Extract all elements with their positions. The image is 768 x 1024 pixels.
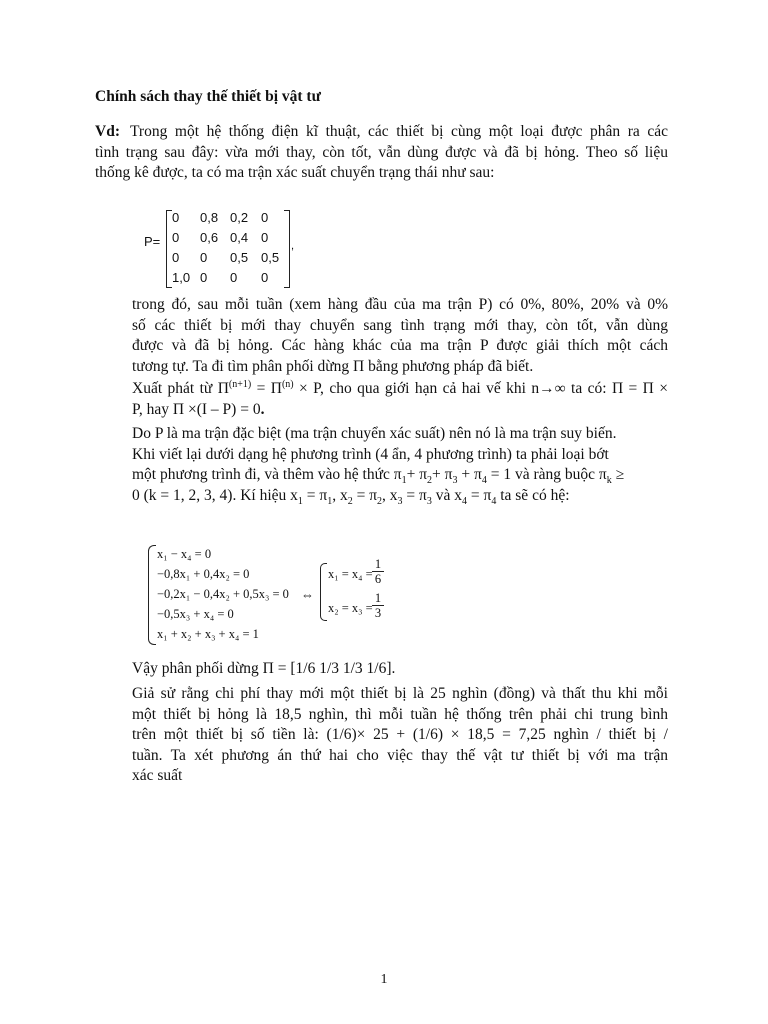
matrix-cell: 0,5	[261, 250, 280, 265]
text-line: Giả sử rằng chi phí thay mới một thiết bị là 25 nghìn (đồng) và thất thu khi mỗi	[132, 685, 668, 702]
matrix-cell: 1,0	[172, 270, 191, 285]
equation-line: −0,8x₁ + 0,4x₂ = 0	[157, 567, 250, 581]
text-line: Do P là ma trận đặc biệt (ma trận chuyển xác suất) nên nó là ma trận suy biến.	[132, 425, 617, 442]
fraction-one-third: $\frac{1}{3}$	[372, 591, 384, 620]
matrix-cell: 0,6	[200, 230, 219, 245]
matrix-cell: 0	[172, 210, 180, 225]
text-run: × P, cho qua giới hạn cả hai vế khi n→∞ ta có: Π = Π ×	[293, 380, 669, 397]
intro-line-2: tình trạng sau đây: vừa mới thay, còn tốt, vẫn dùng được và đã bị hỏng. Theo số liệu	[95, 143, 668, 161]
solution-line: x₂ = x₃ =	[328, 601, 373, 615]
text-line: tuần. Ta xét phương án thứ hai cho việc thay thế vật tư thiết bị với ma trận	[132, 746, 668, 764]
text-line: Vậy phân phối dừng Π = [1/6 1/3 1/3 1/6].	[132, 660, 396, 677]
intro-paragraph	[95, 122, 668, 184]
matrix-cell: 0	[200, 270, 208, 285]
document-title: Chính sách thay thế thiết bị vật tư	[95, 88, 321, 105]
page-number: 1	[380, 972, 388, 987]
matrix-cell: 0	[261, 210, 269, 225]
equation-line: −0,2x₁ − 0,4x₂ + 0,5x₃ = 0	[157, 587, 289, 601]
matrix-cell: 0	[172, 230, 180, 245]
explanation-paragraph	[132, 295, 668, 377]
solution-line: x₁ = x₄ =	[328, 567, 373, 581]
text-line: tương tự. Ta đi tìm phân phối dừng Π bằng phương pháp đã biết.	[132, 357, 534, 375]
stationary-distribution	[132, 659, 668, 680]
solution-system	[320, 559, 390, 623]
matrix-right-bracket	[284, 210, 290, 288]
transition-matrix	[144, 208, 296, 288]
equation-system	[148, 545, 393, 645]
fraction-one-sixth: $\frac{1}{6}$	[372, 557, 384, 586]
intro-line-3: thống kê được, ta có ma trận xác suất chuyển trạng thái như sau:	[95, 164, 495, 181]
text-line: số các thiết bị mới thay chuyển sang tình trạng mới thay, còn tốt, vẫn dùng	[132, 316, 668, 334]
text-line: 0 (k = 1, 2, 3, 4). Kí hiệu $x_1 = \pi_1$, $x_2 = \pi_2$, $x_3 = \pi_3$ và $x_4 = \pi_4$ ta sẽ có hệ:	[132, 486, 570, 507]
text-line: Khi viết lại dưới dạng hệ phương trình (4 ẩn, 4 phương trình) ta phải loại bớt	[132, 445, 609, 463]
matrix-cell: 0	[261, 230, 269, 245]
intro-line-1: Trong một hệ thống điện kĩ thuật, các thiết bị cùng một loại được phân ra các	[129, 123, 668, 140]
matrix-cell: 0,5	[230, 250, 249, 265]
system-brace	[148, 545, 156, 645]
solution-brace	[320, 563, 327, 621]
cost-paragraph	[132, 684, 668, 787]
matrix-cell: 0,4	[230, 230, 249, 245]
equation-line: −0,5x₃ + x₄ = 0	[157, 607, 234, 621]
matrix-cell: 0	[230, 270, 238, 285]
matrix-cell: 0,8	[200, 210, 219, 225]
superscript: (n+1)	[228, 378, 252, 390]
matrix-label: P=	[144, 234, 161, 249]
matrix-comma: ,	[291, 240, 295, 252]
limit-paragraph	[132, 379, 668, 420]
text-line: trên một thiết bị số tiền là: (1/6)× 25 + (1/6) × 18,5 = 7,25 nghìn / thiết bị /	[132, 726, 668, 743]
matrix-cell: 0,2	[230, 210, 249, 225]
system-intro-paragraph	[132, 424, 668, 506]
text-line: một phương trình đi, và thêm vào hệ thức $\pi_1+ \pi_2+ \pi_3 + \pi_4 = 1$ và ràng buộc $\pi_k$ ≥	[132, 466, 625, 487]
text-run: = Π	[251, 380, 282, 397]
matrix-cell: 0	[172, 250, 180, 265]
equation-line: x₁ − x₄ = 0	[157, 547, 212, 561]
example-label: Vd:	[95, 123, 120, 140]
text-line: xác suất	[132, 767, 183, 784]
text-run: Xuất phát từ Π	[132, 380, 229, 397]
superscript: (n)	[281, 378, 294, 390]
matrix-cell: 0	[261, 270, 269, 285]
text-run: .	[260, 400, 265, 418]
text-run: P, hay Π ×(I – P) = 0	[132, 400, 261, 418]
equivalence-arrow: ⇔	[301, 587, 314, 602]
text-line: được và đã bị hỏng. Các hàng khác của ma trận P được giải thích một cách	[132, 337, 668, 354]
matrix-cell: 0	[200, 250, 208, 265]
text-line: trong đó, sau mỗi tuần (xem hàng đầu của ma trận P) có 0%, 80%, 20% và 0%	[132, 296, 668, 313]
text-line: một thiết bị hỏng là 18,5 nghìn, thì mỗi tuần hệ thống trên phải chi trung bình	[132, 705, 668, 723]
equation-line: x₁ + x₂ + x₃ + x₄ = 1	[157, 627, 259, 641]
